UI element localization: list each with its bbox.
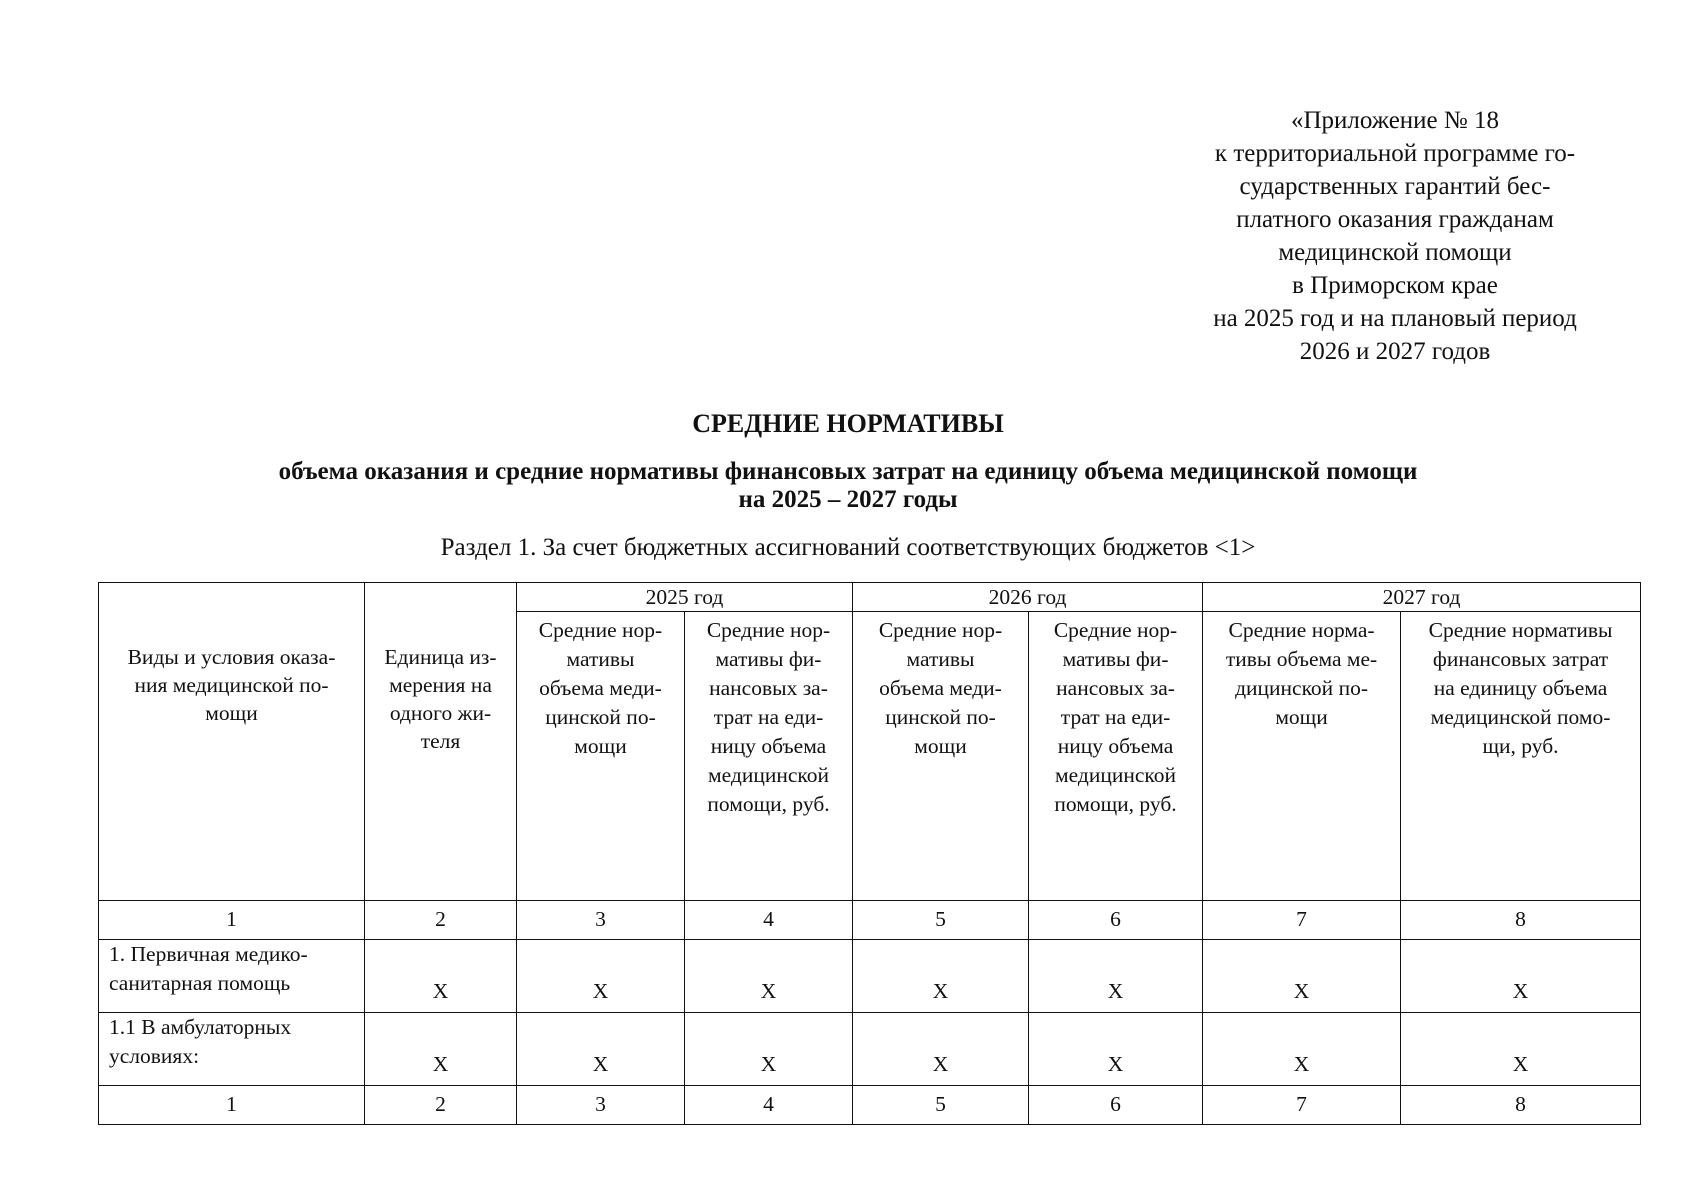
- row-value: Х: [1203, 1013, 1401, 1086]
- subheader-cost-2025: Средние нор- мативы фи- нансовых за- трат на еди- ницу объема медицинской помощи, руб.: [685, 612, 853, 901]
- header-year-2025: 2025 год: [517, 583, 853, 612]
- column-number: 5: [853, 1086, 1029, 1125]
- document-title: СРЕДНИЕ НОРМАТИВЫ: [692, 409, 1004, 438]
- subheader-cost-2026: Средние нор- мативы фи- нансовых за- трат на еди- ницу объема медицинской помощи, руб.: [1029, 612, 1203, 901]
- appendix-line: медицинской помощи: [1278, 239, 1512, 266]
- table-row: [99, 1013, 1641, 1086]
- row-value: Х: [685, 1013, 853, 1086]
- column-number: 7: [1203, 901, 1401, 940]
- row-value: Х: [517, 1013, 685, 1086]
- column-number: 4: [685, 1086, 853, 1125]
- row-label: 1. Первичная медико- санитарная помощь: [99, 940, 365, 1013]
- appendix-line: сударственных гарантий бес-: [1239, 173, 1551, 200]
- column-number: 3: [517, 1086, 685, 1125]
- column-number: 6: [1029, 1086, 1203, 1125]
- column-number: 8: [1401, 1086, 1641, 1125]
- column-number: 3: [517, 901, 685, 940]
- column-numbers-row-repeat: [99, 1086, 1641, 1125]
- row-label: 1.1 В амбулаторных условиях:: [99, 1013, 365, 1086]
- column-numbers-row: [99, 901, 1641, 940]
- column-number: 4: [685, 901, 853, 940]
- table-row: [99, 940, 1641, 1013]
- subtitle-line-1: объема оказания и средние нормативы финансовых затрат на единицу объема медицинской помощи: [278, 458, 1418, 485]
- row-value: Х: [1401, 1013, 1641, 1086]
- appendix-line: 2026 и 2027 годов: [1299, 338, 1491, 365]
- document-subtitle: [0, 458, 1696, 514]
- norms-table: [98, 582, 1641, 1125]
- subheader-volume-2025: Средние нор- мативы объема меди- цинской по- мощи: [517, 612, 685, 901]
- column-number: 7: [1203, 1086, 1401, 1125]
- column-number: 1: [99, 901, 365, 940]
- row-value: Х: [1029, 940, 1203, 1013]
- section-title: Раздел 1. За счет бюджетных ассигнований соответствующих бюджетов <1>: [440, 534, 1256, 561]
- row-value: Х: [365, 940, 517, 1013]
- subheader-volume-2026: Средние нор- мативы объема меди- цинской по- мощи: [853, 612, 1029, 901]
- appendix-line: платного оказания гражданам: [1236, 206, 1554, 233]
- row-value: Х: [1029, 1013, 1203, 1086]
- column-number: 5: [853, 901, 1029, 940]
- column-number: 8: [1401, 901, 1641, 940]
- header-unit: Единица из- мерения на одного жи- теля: [365, 583, 517, 901]
- header-kind-of-care: Виды и условия оказа- ния медицинской по- мощи: [99, 583, 365, 901]
- row-value: Х: [853, 940, 1029, 1013]
- subheader-cost-2027: Средние нормативы финансовых затрат на единицу объема медицинской помо- щи, руб.: [1401, 612, 1641, 901]
- row-value: Х: [685, 940, 853, 1013]
- row-value: Х: [1203, 940, 1401, 1013]
- column-number: 2: [365, 901, 517, 940]
- appendix-line: на 2025 год и на плановый период: [1213, 305, 1577, 332]
- row-value: Х: [517, 940, 685, 1013]
- row-value: Х: [853, 1013, 1029, 1086]
- appendix-line: «Приложение № 18: [1290, 107, 1500, 134]
- appendix-line: в Приморском крае: [1292, 272, 1498, 299]
- header-row-years: [99, 583, 1641, 612]
- column-number: 2: [365, 1086, 517, 1125]
- row-value: Х: [365, 1013, 517, 1086]
- subtitle-line-2: на 2025 – 2027 годы: [738, 486, 958, 513]
- header-year-2026: 2026 год: [853, 583, 1203, 612]
- row-value: Х: [1401, 940, 1641, 1013]
- appendix-line: к территориальной программе го-: [1214, 140, 1576, 167]
- header-year-2027: 2027 год: [1203, 583, 1641, 612]
- column-number: 6: [1029, 901, 1203, 940]
- column-number: 1: [99, 1086, 365, 1125]
- subheader-volume-2027: Средние норма- тивы объема ме- дицинской по- мощи: [1203, 612, 1401, 901]
- appendix-block: [1160, 104, 1630, 368]
